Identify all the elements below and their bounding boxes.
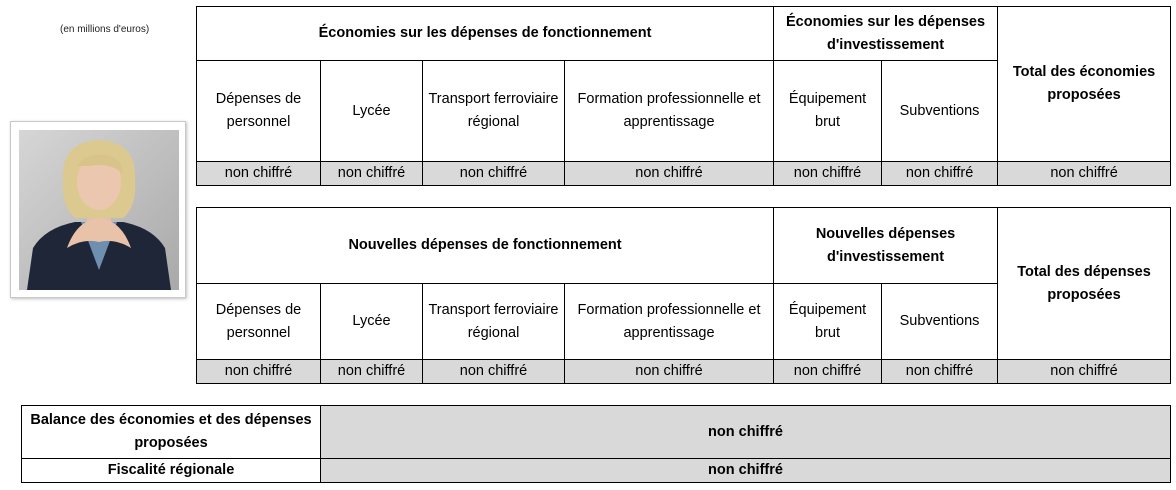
spending-value-transport: non chiffré bbox=[423, 360, 565, 384]
unit-note: (en millions d'euros) bbox=[60, 24, 150, 35]
balance-label: Balance des économies et des dépenses proposées bbox=[22, 406, 321, 459]
spending-value-personnel: non chiffré bbox=[197, 360, 321, 384]
savings-col-subventions: Subventions bbox=[882, 61, 998, 162]
savings-value-formation: non chiffré bbox=[565, 162, 774, 186]
savings-value-total: non chiffré bbox=[998, 162, 1171, 186]
savings-col-lycee: Lycée bbox=[321, 61, 423, 162]
spending-col-equipement: Équipement brut bbox=[774, 284, 882, 360]
spending-total-header: Total des dépenses proposées bbox=[998, 208, 1171, 360]
summary-table bbox=[21, 405, 1171, 483]
savings-col-personnel: Dépenses de personnel bbox=[197, 61, 321, 162]
spending-value-subventions: non chiffré bbox=[882, 360, 998, 384]
savings-value-transport: non chiffré bbox=[423, 162, 565, 186]
savings-table bbox=[196, 6, 1171, 186]
spending-col-subventions: Subventions bbox=[882, 284, 998, 360]
savings-investment-header: Économies sur les dépenses d'investissement bbox=[774, 7, 998, 61]
spending-col-lycee: Lycée bbox=[321, 284, 423, 360]
savings-value-lycee: non chiffré bbox=[321, 162, 423, 186]
spending-value-lycee: non chiffré bbox=[321, 360, 423, 384]
savings-col-formation: Formation professionnelle et apprentissage bbox=[565, 61, 774, 162]
fiscalite-label: Fiscalité régionale bbox=[22, 459, 321, 483]
savings-col-equipement: Équipement brut bbox=[774, 61, 882, 162]
spending-value-equipement: non chiffré bbox=[774, 360, 882, 384]
fiscalite-value: non chiffré bbox=[321, 459, 1171, 483]
balance-value: non chiffré bbox=[321, 406, 1171, 459]
spending-investment-header: Nouvelles dépenses d'investissement bbox=[774, 208, 998, 284]
spending-col-transport: Transport ferroviaire régional bbox=[423, 284, 565, 360]
savings-col-transport: Transport ferroviaire régional bbox=[423, 61, 565, 162]
spending-table bbox=[196, 207, 1171, 384]
savings-value-personnel: non chiffré bbox=[197, 162, 321, 186]
portrait-image bbox=[19, 130, 179, 290]
savings-total-header: Total des économies proposées bbox=[998, 7, 1171, 162]
spending-operating-header: Nouvelles dépenses de fonctionnement bbox=[197, 208, 774, 284]
savings-value-equipement: non chiffré bbox=[774, 162, 882, 186]
portrait-photo bbox=[10, 121, 186, 298]
spending-value-total: non chiffré bbox=[998, 360, 1171, 384]
spending-col-formation: Formation professionnelle et apprentissage bbox=[565, 284, 774, 360]
spending-value-formation: non chiffré bbox=[565, 360, 774, 384]
savings-value-subventions: non chiffré bbox=[882, 162, 998, 186]
spending-col-personnel: Dépenses de personnel bbox=[197, 284, 321, 360]
savings-operating-header: Économies sur les dépenses de fonctionnement bbox=[197, 7, 774, 61]
